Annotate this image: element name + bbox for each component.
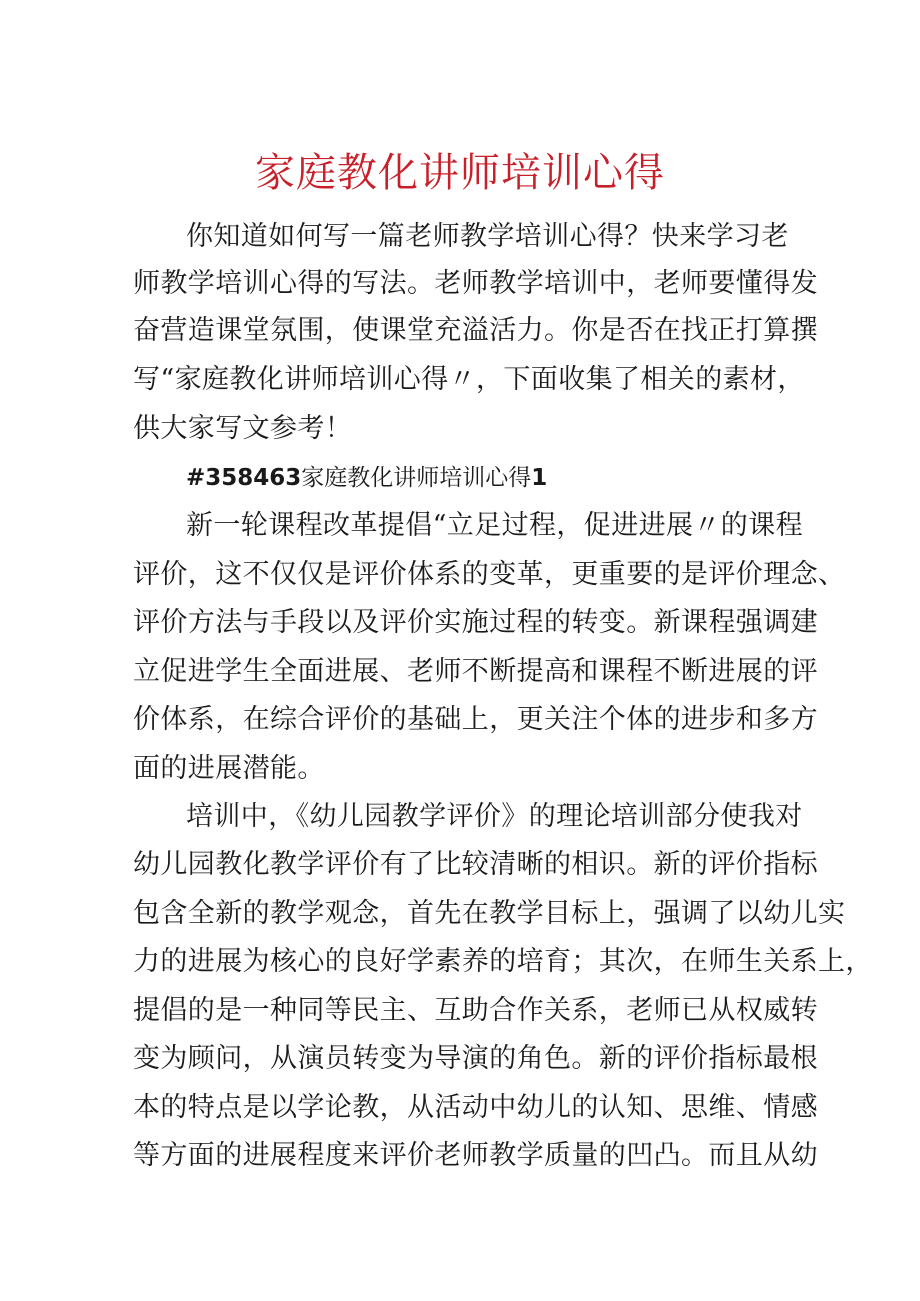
paragraph-line: 评价方法与手段以及评价实施过程的转变。新课程强调建: [133, 607, 818, 638]
paragraph-line: 价体系，在综合评价的基础上，更关注个体的进步和多方: [133, 704, 818, 735]
page-title: 家庭教化讲师培训心得: [255, 150, 665, 196]
intro-line: 你知道如何写一篇老师教学培训心得？快来学习老: [186, 221, 789, 252]
paragraph-line: 评价，这不仅仅是评价体系的变革，更重要的是评价理念、: [133, 559, 846, 590]
section-heading: [186, 461, 547, 495]
intro-line: 师教学培训心得的写法。老师教学培训中，老师要懂得发: [133, 268, 818, 299]
paragraph-line: 本的特点是以学论教，从活动中幼儿的认知、思维、情感: [133, 1092, 818, 1123]
intro-line: 供大家写文参考！: [133, 413, 353, 444]
paragraph-line: 幼儿园教化教学评价有了比较清晰的相识。新的评价指标: [133, 849, 818, 880]
paragraph-line: 培训中，《幼儿园教学评价》的理论培训部分使我对: [186, 801, 803, 832]
section-heading-id: #358463: [186, 465, 302, 491]
section-heading-number: 1: [531, 465, 548, 491]
paragraph-line: 提倡的是一种同等民主、互助合作关系，老师已从权威转: [133, 995, 818, 1026]
paragraph-line: 等方面的进展程度来评价老师教学质量的凹凸。而且从幼: [133, 1140, 818, 1171]
paragraph-line: 包含全新的教学观念，首先在教学目标上，强调了以幼儿实: [133, 898, 846, 929]
paragraph-line: 新一轮课程改革提倡“立足过程，促进进展〃的课程: [186, 510, 804, 541]
section-heading-text: 家庭教化讲师培训心得: [301, 465, 532, 491]
intro-line: 奋营造课堂氛围，使课堂充溢活力。你是否在找正打算撰: [133, 315, 818, 346]
intro-line: 写“家庭教化讲师培训心得〃，下面收集了相关的素材，: [133, 364, 805, 395]
paragraph-line: 力的进展为核心的良好学素养的培育；其次，在师生关系上，: [133, 946, 873, 977]
paragraph-line: 面的进展潜能。: [133, 753, 325, 784]
paragraph-line: 立促进学生全面进展、老师不断提高和课程不断进展的评: [133, 656, 818, 687]
paragraph-line: 变为顾问，从演员转变为导演的角色。新的评价指标最根: [133, 1043, 818, 1074]
